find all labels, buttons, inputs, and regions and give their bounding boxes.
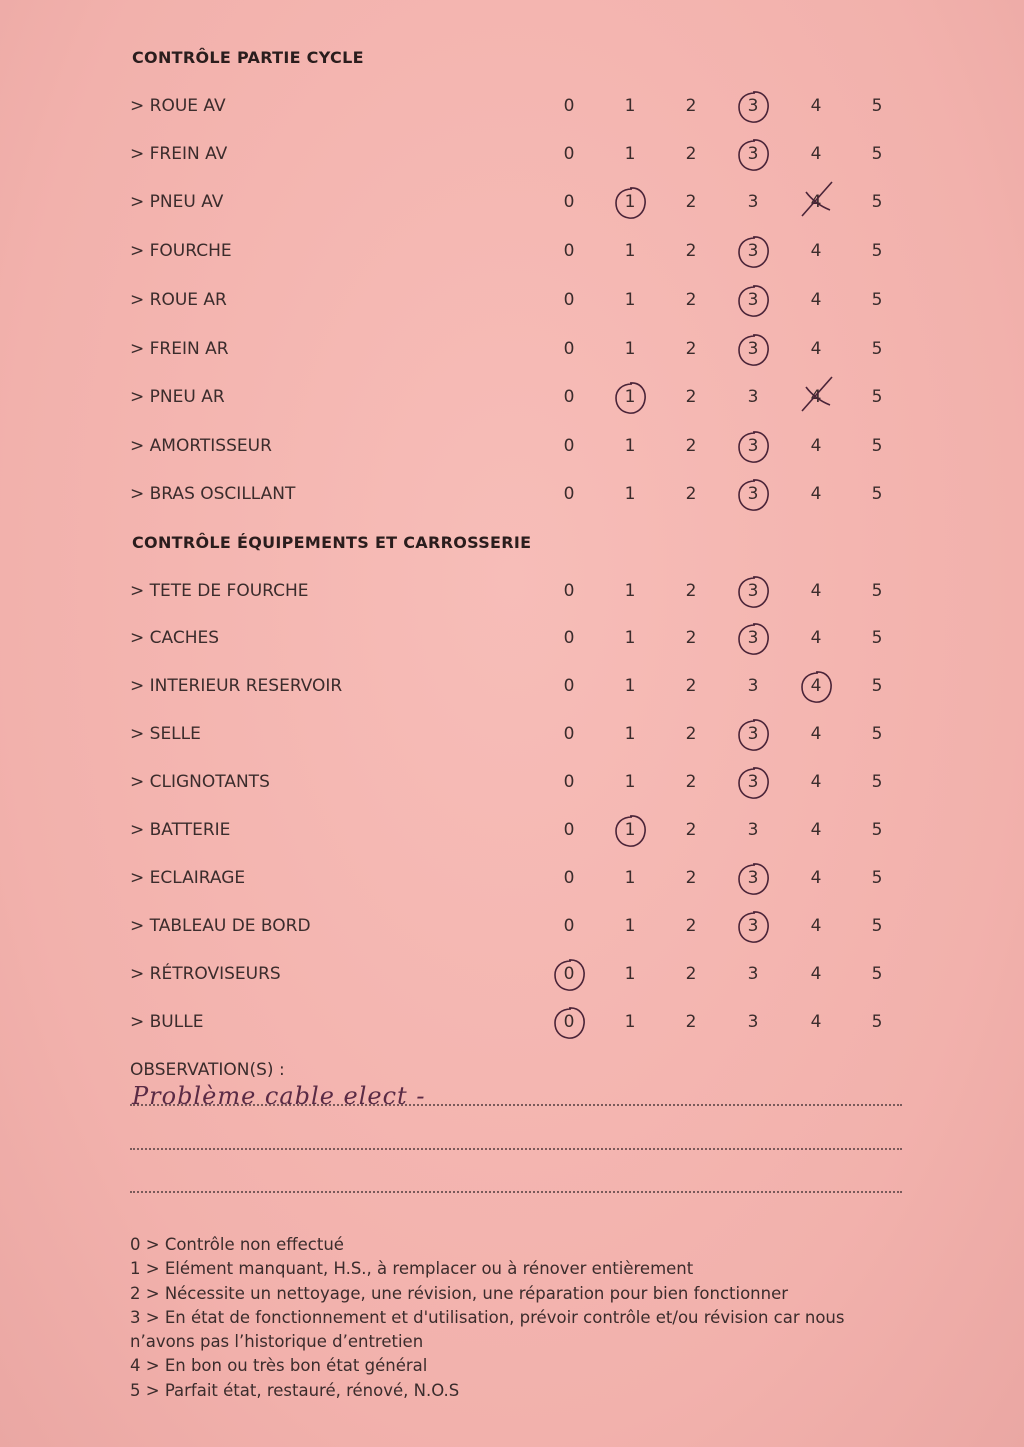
score-option: 3: [747, 484, 759, 504]
score-option: 5: [871, 144, 883, 164]
score-option: 5: [871, 964, 883, 984]
equip-row-label: > ECLAIRAGE: [130, 868, 246, 888]
equip-row-label: > BATTERIE: [130, 820, 231, 840]
score-option: 4: [810, 290, 822, 310]
legend-item: 0 > Contrôle non effectué: [130, 1235, 344, 1254]
score-option: 4: [810, 724, 822, 744]
score-option: 0: [563, 339, 575, 359]
equip-row-label: > TETE DE FOURCHE: [130, 581, 309, 601]
score-option: 3: [747, 916, 759, 936]
score-option: 0: [563, 96, 575, 116]
score-option: 1: [624, 192, 636, 212]
score-option: 3: [747, 290, 759, 310]
score-option: 2: [685, 241, 697, 261]
score-option: 3: [747, 820, 759, 840]
score-option: 1: [624, 724, 636, 744]
cycle-row-label: > AMORTISSEUR: [130, 436, 272, 456]
score-option: 0: [563, 820, 575, 840]
equip-row-label: > TABLEAU DE BORD: [130, 916, 311, 936]
cycle-row: [130, 92, 910, 122]
score-option: 1: [624, 676, 636, 696]
cycle-row: [130, 480, 910, 510]
legend-item: 5 > Parfait état, restauré, rénové, N.O.S: [130, 1380, 460, 1400]
observation-line-1: [130, 1104, 902, 1106]
score-option: 2: [685, 192, 697, 212]
score-option: 1: [624, 772, 636, 792]
score-option: 3: [747, 96, 759, 116]
score-option: 4: [810, 964, 822, 984]
score-option: 5: [871, 96, 883, 116]
cycle-row-label: > ROUE AV: [130, 96, 226, 116]
score-option: 4: [810, 772, 822, 792]
score-option: 5: [871, 820, 883, 840]
score-option: 3: [747, 144, 759, 164]
score-option: 2: [685, 772, 697, 792]
score-option: 4: [810, 820, 822, 840]
score-option: 2: [685, 820, 697, 840]
score-option: 5: [871, 436, 883, 456]
observation-line-3: [130, 1191, 902, 1193]
score-option: 4: [810, 144, 822, 164]
score-option: 5: [871, 916, 883, 936]
score-option: 3: [747, 1012, 759, 1032]
cycle-row-label: > FOURCHE: [130, 241, 232, 261]
score-option: 2: [685, 724, 697, 744]
score-option: 4: [810, 676, 822, 696]
legend-item: 4 > En bon ou très bon état général: [130, 1356, 428, 1376]
score-option: 0: [563, 436, 575, 456]
score-option: 3: [747, 724, 759, 744]
score-option: 5: [871, 676, 883, 696]
score-option: 1: [624, 144, 636, 164]
score-option: 5: [871, 1012, 883, 1032]
equip-row: [130, 624, 910, 654]
cycle-row-label: > PNEU AV: [130, 192, 224, 212]
score-option: 5: [871, 724, 883, 744]
score-option: 5: [871, 581, 883, 601]
score-option: 5: [871, 387, 883, 407]
score-option: 2: [685, 964, 697, 984]
score-option: 1: [624, 290, 636, 310]
cycle-row: [130, 335, 910, 365]
score-option: 2: [685, 868, 697, 888]
score-option: 2: [685, 339, 697, 359]
equip-row-label: > BULLE: [130, 1012, 204, 1032]
score-option: 4: [810, 916, 822, 936]
equip-row: [130, 720, 910, 750]
cycle-row-label: > PNEU AR: [130, 387, 225, 407]
equip-row-label: > CLIGNOTANTS: [130, 772, 270, 792]
equip-row-label: > SELLE: [130, 724, 201, 744]
score-option: 5: [871, 339, 883, 359]
cycle-row: [130, 383, 910, 413]
score-option: 2: [685, 581, 697, 601]
equip-row-label: > RÉTROVISEURS: [130, 964, 281, 984]
score-option: 0: [563, 628, 575, 648]
score-option: 0: [563, 484, 575, 504]
equip-row: [130, 768, 910, 798]
score-option: 5: [871, 241, 883, 261]
equipment-section-title: CONTRÔLE ÉQUIPEMENTS ET CARROSSERIE: [132, 533, 532, 552]
score-option: 0: [563, 676, 575, 696]
score-option: 2: [685, 144, 697, 164]
score-option: 2: [685, 676, 697, 696]
cycle-row: [130, 286, 910, 316]
score-option: 1: [624, 96, 636, 116]
cycle-row-label: > FREIN AR: [130, 339, 229, 359]
score-option: 4: [810, 484, 822, 504]
equip-row: [130, 1008, 910, 1038]
cycle-row: [130, 140, 910, 170]
equip-row: [130, 816, 910, 846]
score-option: 3: [747, 581, 759, 601]
score-option: 0: [563, 772, 575, 792]
legend-item: 1 > Elément manquant, H.S., à remplacer ou à rénover entièrement: [130, 1259, 694, 1279]
score-option: 3: [747, 964, 759, 984]
score-option: 4: [810, 628, 822, 648]
score-option: 0: [563, 241, 575, 261]
observation-line-2: [130, 1148, 902, 1150]
rating-legend: [130, 1233, 900, 1403]
cycle-row: [130, 188, 910, 218]
score-option: 2: [685, 96, 697, 116]
score-option: 4: [810, 436, 822, 456]
score-option: 5: [871, 628, 883, 648]
score-option: 5: [871, 192, 883, 212]
score-option: 1: [624, 868, 636, 888]
score-option: 4: [810, 339, 822, 359]
legend-item: 2 > Nécessite un nettoyage, une révision, une réparation pour bien fonctionner: [130, 1283, 789, 1303]
score-option: 1: [624, 820, 636, 840]
score-option: 5: [871, 868, 883, 888]
score-option: 2: [685, 1012, 697, 1032]
score-option: 1: [624, 1012, 636, 1032]
equip-row: [130, 960, 910, 990]
score-option: 0: [563, 290, 575, 310]
score-option: 2: [685, 290, 697, 310]
score-option: 1: [624, 387, 636, 407]
score-option: 0: [563, 192, 575, 212]
score-option: 3: [747, 387, 759, 407]
score-option: 5: [871, 772, 883, 792]
score-option: 0: [563, 387, 575, 407]
score-option: 1: [624, 964, 636, 984]
score-option: 1: [624, 628, 636, 648]
score-option: 3: [747, 241, 759, 261]
score-option: 1: [624, 436, 636, 456]
score-option: 3: [747, 772, 759, 792]
cycle-section-title: CONTRÔLE PARTIE CYCLE: [132, 48, 364, 67]
observations-label: OBSERVATION(S) :: [130, 1060, 285, 1080]
score-option: 4: [810, 581, 822, 601]
score-option: 0: [563, 581, 575, 601]
score-option: 0: [563, 724, 575, 744]
score-option: 4: [810, 1012, 822, 1032]
score-option: 0: [563, 916, 575, 936]
score-option: 4: [810, 241, 822, 261]
score-option: 2: [685, 387, 697, 407]
score-option: 3: [747, 628, 759, 648]
score-option: 0: [563, 144, 575, 164]
score-option: 4: [810, 96, 822, 116]
score-option: 2: [685, 916, 697, 936]
score-option: 3: [747, 339, 759, 359]
score-option: 1: [624, 339, 636, 359]
score-option: 3: [747, 192, 759, 212]
score-option: 4: [810, 192, 822, 212]
score-option: 5: [871, 484, 883, 504]
score-option: 4: [810, 387, 822, 407]
cycle-row: [130, 432, 910, 462]
cycle-row: [130, 237, 910, 267]
equip-row: [130, 672, 910, 702]
score-option: 1: [624, 241, 636, 261]
score-option: 5: [871, 290, 883, 310]
equip-row: [130, 577, 910, 607]
cycle-row-label: > ROUE AR: [130, 290, 227, 310]
equip-row-label: > CACHES: [130, 628, 220, 648]
score-option: 1: [624, 484, 636, 504]
observations-handwritten: Problème cable elect -: [132, 1082, 426, 1110]
equip-row: [130, 864, 910, 894]
score-option: 2: [685, 628, 697, 648]
score-option: 4: [810, 868, 822, 888]
score-option: 3: [747, 676, 759, 696]
equip-row-label: > INTERIEUR RESERVOIR: [130, 676, 343, 696]
legend-item: 3 > En état de fonctionnement et d'utilisation, prévoir contrôle et/ou révision car nous n’avons pas l’historique d’entretien: [130, 1307, 845, 1352]
score-option: 2: [685, 484, 697, 504]
cycle-row-label: > FREIN AV: [130, 144, 228, 164]
score-option: 0: [563, 1012, 575, 1032]
score-option: 1: [624, 581, 636, 601]
score-option: 1: [624, 916, 636, 936]
score-option: 2: [685, 436, 697, 456]
score-option: 3: [747, 436, 759, 456]
cycle-row-label: > BRAS OSCILLANT: [130, 484, 296, 504]
score-option: 3: [747, 868, 759, 888]
score-option: 0: [563, 964, 575, 984]
score-option: 0: [563, 868, 575, 888]
equip-row: [130, 912, 910, 942]
